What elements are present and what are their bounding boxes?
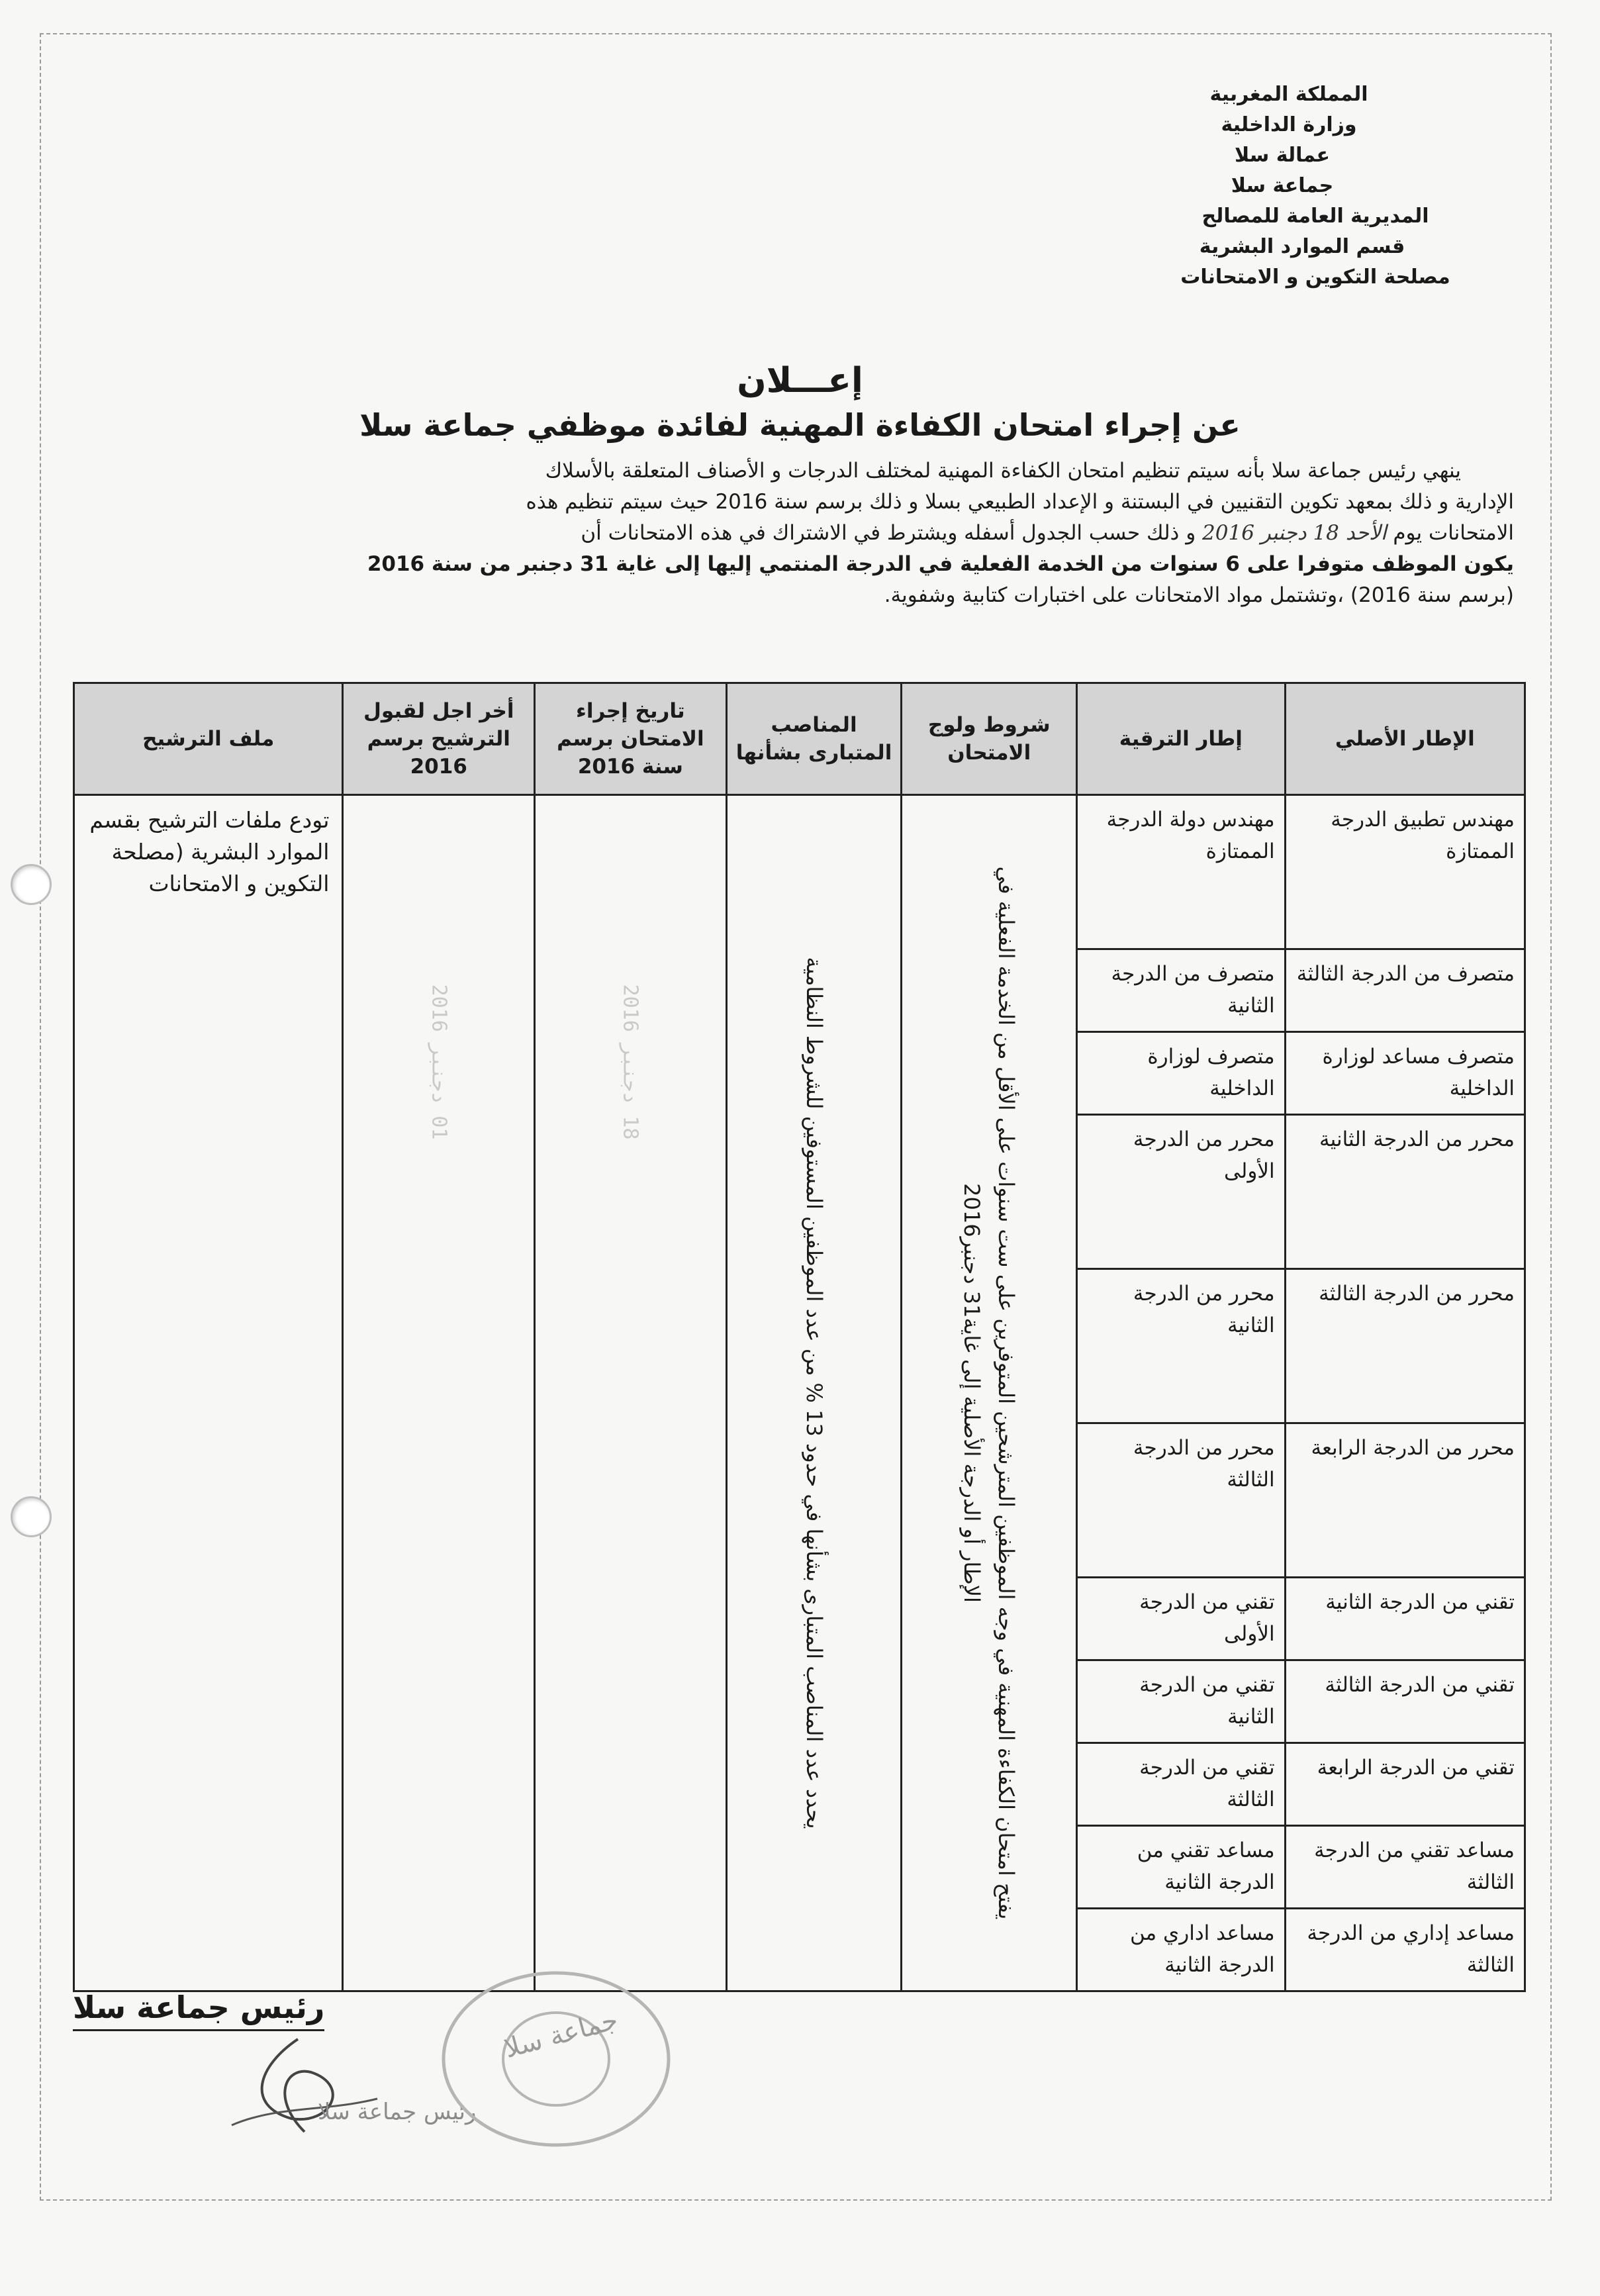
original-grade-cell: متصرف من الدرجة الثالثة — [1285, 949, 1525, 1032]
signature — [218, 2026, 391, 2145]
header-line: المملكة المغربية — [1209, 83, 1368, 106]
deadline-cell — [343, 795, 535, 1991]
handwritten-date: الأحد 18 دجنبر 2016 — [1202, 521, 1387, 545]
header-promotion-grade: إطار الترقية — [1077, 683, 1286, 795]
original-grade-cell: مساعد تقني من الدرجة الثالثة — [1285, 1826, 1525, 1909]
promotion-grade-cell: مهندس دولة الدرجة الممتازة — [1077, 795, 1286, 949]
promotion-grade-cell: تقني من الدرجة الأولى — [1077, 1578, 1286, 1660]
original-grade-cell: مساعد إداري من الدرجة الثالثة — [1285, 1909, 1525, 1991]
body-text-segment: و ذلك حسب الجدول أسفله ويشترط في الاشتراك في هذه الامتحانات أن — [581, 521, 1196, 545]
original-grade-cell: مهندس تطبيق الدرجة الممتازة — [1285, 795, 1525, 949]
institution-header — [1130, 79, 1501, 293]
original-grade-cell: محرر من الدرجة الثالثة — [1285, 1269, 1525, 1423]
punch-hole-bottom — [11, 1496, 52, 1537]
announcement-body — [86, 455, 1514, 611]
seal-text: جماعة سلا — [501, 2005, 622, 2064]
body-line — [86, 518, 1514, 549]
deadline-stamp: 01 دجنبر 2016 — [427, 984, 451, 1140]
promotion-grade-cell: متصرف لوزارة الداخلية — [1077, 1032, 1286, 1115]
header-exam-date: تاريخ إجراء الامتحان برسم سنة 2016 — [535, 683, 727, 795]
file-cell — [74, 795, 343, 1991]
body-line: يكون الموظف متوفرا على 6 سنوات من الخدمة الفعلية في الدرجة المنتمي إليها إلى غاية 31 دجنبر من سنة 2016 — [367, 552, 1514, 576]
original-grade-cell: متصرف مساعد لوزارة الداخلية — [1285, 1032, 1525, 1115]
promotion-grade-cell: مساعد تقني من الدرجة الثانية — [1077, 1826, 1286, 1909]
header-line: وزارة الداخلية — [1221, 113, 1357, 136]
signature-caption: رئيس جماعة سلا — [318, 2099, 477, 2125]
header-line: عمالة سلا — [1234, 144, 1331, 167]
header-conditions: شروط ولوج الامتحان — [902, 683, 1077, 795]
body-line: ينهي رئيس جماعة سلا بأنه سيتم تنظيم امتحان الكفاءة المهنية لمختلف الدرجات و الأصناف المتعلقة بالأسلاك — [545, 459, 1461, 483]
body-line: الإدارية و ذلك بمعهد تكوين التقنيين في البستنة و الإعداد الطبيعي بسلا و ذلك برسم سنة 2016 حيث سيتم تنظيم هذه — [526, 490, 1514, 514]
table-header-row — [74, 683, 1525, 795]
file-text: تودع ملفات الترشيح بقسم الموارد البشرية (مصلحة التكوين و الامتحانات — [89, 807, 330, 896]
exam-date-stamp: 18 دجنبر 2016 — [618, 984, 642, 1140]
announcement-subtitle: عن إجراء امتحان الكفاءة المهنية لفائدة موظفي جماعة سلا — [359, 407, 1241, 443]
original-grade-cell: محرر من الدرجة الثانية — [1285, 1115, 1525, 1269]
exam-table — [73, 682, 1526, 1992]
header-line: جماعة سلا — [1231, 174, 1334, 197]
body-line: (برسم سنة 2016) ،وتشتمل مواد الامتحانات على اختبارات كتابية وشفوية. — [884, 583, 1514, 607]
punch-hole-top — [11, 864, 52, 905]
announcement-title: إعـــلان — [737, 361, 863, 401]
header-line: قسم الموارد البشرية — [1199, 235, 1405, 258]
president-title: رئيس جماعة سلا — [73, 1989, 324, 2031]
original-grade-cell: تقني من الدرجة الثانية — [1285, 1578, 1525, 1660]
promotion-grade-cell: تقني من الدرجة الثالثة — [1077, 1743, 1286, 1826]
body-text-segment: الامتحانات يوم — [1393, 521, 1514, 545]
header-file: ملف الترشيح — [74, 683, 343, 795]
header-deadline: أخر اجل لقبول الترشيح برسم 2016 — [343, 683, 535, 795]
promotion-grade-cell: محرر من الدرجة الثالثة — [1077, 1423, 1286, 1578]
header-line: مصلحة التكوين و الامتحانات — [1180, 265, 1450, 289]
header-original-grade: الإطار الأصلي — [1285, 683, 1525, 795]
promotion-grade-cell: محرر من الدرجة الثانية — [1077, 1269, 1286, 1423]
promotion-grade-cell: محرر من الدرجة الأولى — [1077, 1115, 1286, 1269]
exam-date-cell — [535, 795, 727, 1991]
original-grade-cell: تقني من الدرجة الثالثة — [1285, 1660, 1525, 1743]
exam-table-wrapper — [73, 682, 1526, 1992]
promotion-grade-cell: تقني من الدرجة الثانية — [1077, 1660, 1286, 1743]
promotion-grade-cell: متصرف من الدرجة الثانية — [1077, 949, 1286, 1032]
official-seal — [424, 1960, 702, 2158]
conditions-text: يفتح امتحان الكفاءة المهنية في وجه الموظفين المترشحين المتوفرين على ست سنوات على الأقل من الخدمة الفعلية في الإطار أو الدرجة الأصلية إلى غاية31 دجنبر2016 — [959, 866, 1019, 1920]
conditions-cell — [902, 795, 1077, 1991]
header-positions: المناصب المتبارى بشأنها — [726, 683, 902, 795]
positions-cell — [726, 795, 902, 1991]
original-grade-cell: تقني من الدرجة الرابعة — [1285, 1743, 1525, 1826]
positions-text: يحدد عدد المناصب المتبارى بشأنها في حدود 13 % من عدد الموظفين المستوفين للشروط النظامية — [801, 957, 827, 1829]
header-line: المديرية العامة للمصالح — [1201, 205, 1429, 228]
original-grade-cell: محرر من الدرجة الرابعة — [1285, 1423, 1525, 1578]
table-row — [74, 795, 1525, 949]
promotion-grade-cell: مساعد اداري من الدرجة الثانية — [1077, 1909, 1286, 1991]
